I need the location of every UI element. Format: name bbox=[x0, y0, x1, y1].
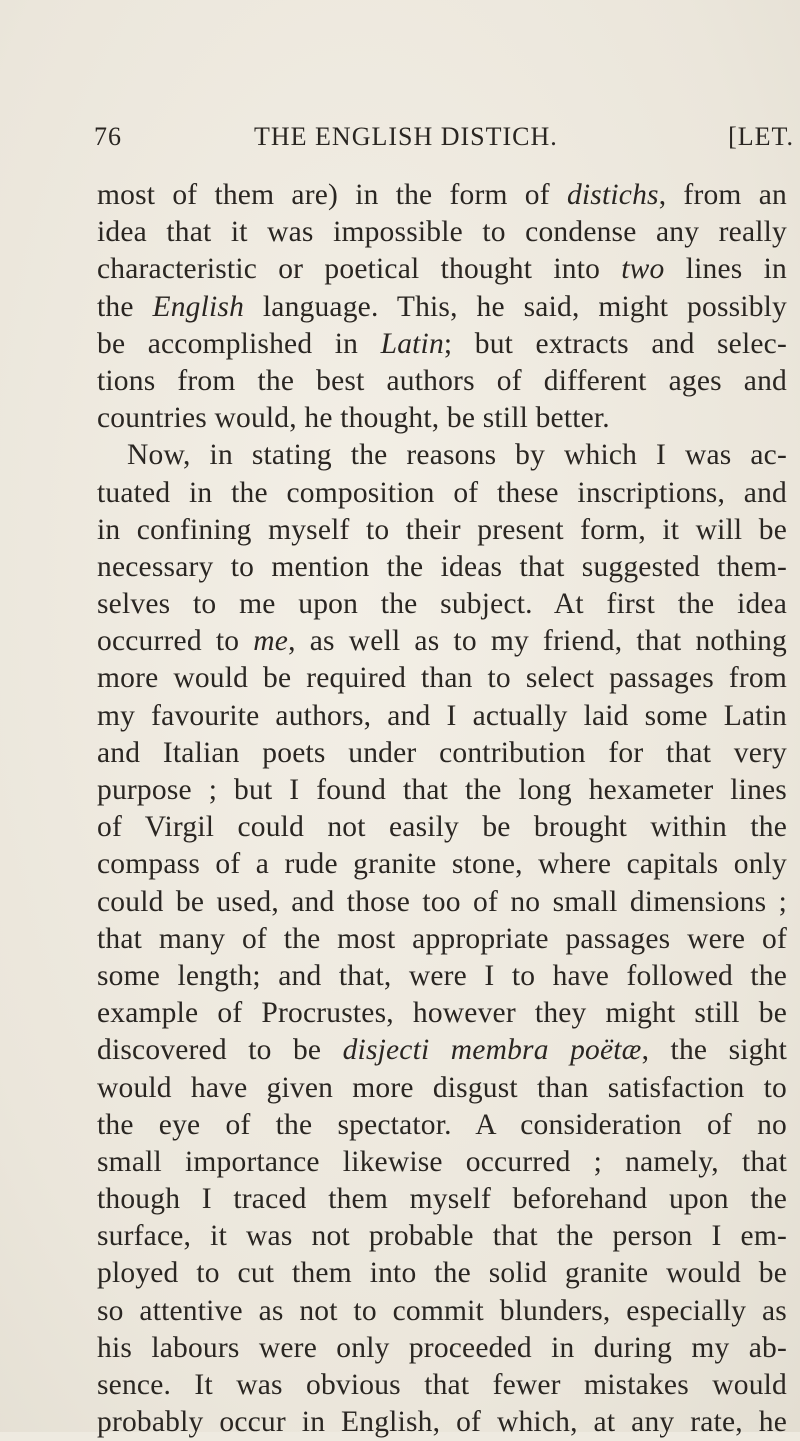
text-segment: , as well as to my friend, that nothing bbox=[288, 625, 787, 658]
text-segment: characteristic or poetical thought into bbox=[97, 253, 622, 286]
text-line bbox=[97, 214, 787, 251]
running-head bbox=[94, 122, 794, 162]
text-segment: the bbox=[97, 290, 153, 323]
text-segment: ; but extracts and selec- bbox=[443, 327, 787, 360]
text-segment: probably occur in English, of which, at any rate, he bbox=[97, 1406, 787, 1439]
text-segment: , the sight bbox=[641, 1034, 787, 1067]
text-segment: language. This, he said, might possibly bbox=[244, 290, 787, 323]
text-segment: though I traced them myself beforehand upon the bbox=[97, 1183, 787, 1216]
text-segment: example of Procrustes, however they might still be bbox=[97, 997, 787, 1030]
text-segment: disjecti membra poëtæ bbox=[342, 1034, 642, 1067]
text-segment: ployed to cut them into the solid granite would be bbox=[97, 1257, 787, 1290]
text-line bbox=[97, 251, 787, 288]
text-line bbox=[97, 475, 787, 512]
text-segment: idea that it was impossible to condense any really bbox=[97, 216, 787, 249]
text-line bbox=[97, 735, 787, 772]
text-segment: discovered to be bbox=[97, 1034, 343, 1067]
text-segment: be accomplished in bbox=[97, 327, 381, 360]
text-line bbox=[97, 623, 787, 660]
text-segment: more would be required than to select passages from bbox=[97, 662, 787, 695]
text-line bbox=[97, 1367, 787, 1404]
text-line bbox=[97, 400, 787, 437]
text-line bbox=[97, 921, 787, 958]
text-line bbox=[97, 958, 787, 995]
text-segment: would have given more disgust than satisfaction to bbox=[97, 1071, 787, 1104]
text-segment: countries would, he thought, be still better. bbox=[97, 402, 610, 435]
text-segment: so attentive as not to commit blunders, especially as bbox=[97, 1294, 787, 1327]
page-number: 76 bbox=[94, 122, 122, 151]
text-segment: tuated in the composition of these inscriptions, and bbox=[97, 476, 787, 509]
text-segment: the eye of the spectator. A consideration of no bbox=[97, 1108, 787, 1141]
text-line bbox=[97, 437, 787, 474]
text-segment: distichs bbox=[566, 179, 659, 211]
text-line bbox=[97, 846, 787, 883]
text-segment: , from an bbox=[658, 179, 787, 211]
text-line bbox=[97, 1293, 787, 1330]
text-line bbox=[97, 512, 787, 549]
text-segment: sence. It was obvious that fewer mistakes would bbox=[97, 1369, 787, 1401]
text-line bbox=[97, 326, 787, 363]
text-segment: and Italian poets under contribution for that very bbox=[97, 736, 787, 769]
text-segment: tions from the best authors of different ages and bbox=[97, 364, 787, 397]
text-segment: necessary to mention the ideas that suggested them- bbox=[97, 550, 787, 583]
text-segment: in confining myself to their present form, it will be bbox=[97, 513, 787, 546]
text-line bbox=[97, 772, 787, 809]
text-line bbox=[97, 698, 787, 735]
text-line bbox=[97, 1181, 787, 1218]
text-line bbox=[97, 1218, 787, 1255]
text-segment: small importance likewise occurred ; namely, that bbox=[97, 1145, 787, 1178]
text-segment: that many of the most appropriate passages were of bbox=[97, 922, 787, 955]
text-segment: compass of a rude granite stone, where capitals only bbox=[97, 848, 787, 881]
text-segment: Now, in stating the reasons by which I was ac- bbox=[127, 439, 787, 472]
text-line bbox=[97, 1032, 787, 1069]
text-line bbox=[97, 1107, 787, 1144]
text-segment: lines in bbox=[664, 253, 787, 286]
text-segment: his labours were only proceeded in during my ab- bbox=[97, 1331, 787, 1364]
text-line bbox=[97, 363, 787, 400]
text-segment: me bbox=[253, 625, 289, 658]
body-text bbox=[97, 177, 787, 1441]
text-segment: my favourite authors, and I actually laid some Latin bbox=[97, 699, 787, 732]
running-title: THE ENGLISH DISTICH. bbox=[254, 122, 558, 151]
text-segment: surface, it was not probable that the person I em- bbox=[97, 1220, 787, 1253]
text-line bbox=[97, 1404, 787, 1441]
text-segment: most of them are) in the form of bbox=[97, 179, 567, 211]
text-line bbox=[97, 884, 787, 921]
text-line bbox=[97, 1070, 787, 1107]
text-line bbox=[97, 660, 787, 697]
running-head-right: [LET. bbox=[728, 122, 794, 151]
text-segment: two bbox=[621, 253, 665, 286]
text-line bbox=[97, 809, 787, 846]
text-segment: of Virgil could not easily be brought within the bbox=[97, 811, 787, 844]
text-line bbox=[97, 586, 787, 623]
text-line bbox=[97, 1330, 787, 1367]
text-segment: some length; and that, were I to have followed the bbox=[97, 959, 787, 992]
text-segment: occurred to bbox=[97, 625, 254, 658]
text-segment: English bbox=[152, 290, 245, 323]
text-segment: could be used, and those too of no small dimensions ; bbox=[97, 885, 787, 918]
text-segment: selves to me upon the subject. At first the idea bbox=[97, 588, 787, 621]
text-line bbox=[97, 1144, 787, 1181]
text-line bbox=[97, 995, 787, 1032]
text-line bbox=[97, 1255, 787, 1292]
text-line bbox=[97, 549, 787, 586]
text-line bbox=[97, 289, 787, 326]
text-segment: purpose ; but I found that the long hexameter lines bbox=[97, 774, 787, 806]
text-segment: Latin bbox=[380, 327, 444, 360]
text-line bbox=[97, 177, 787, 214]
